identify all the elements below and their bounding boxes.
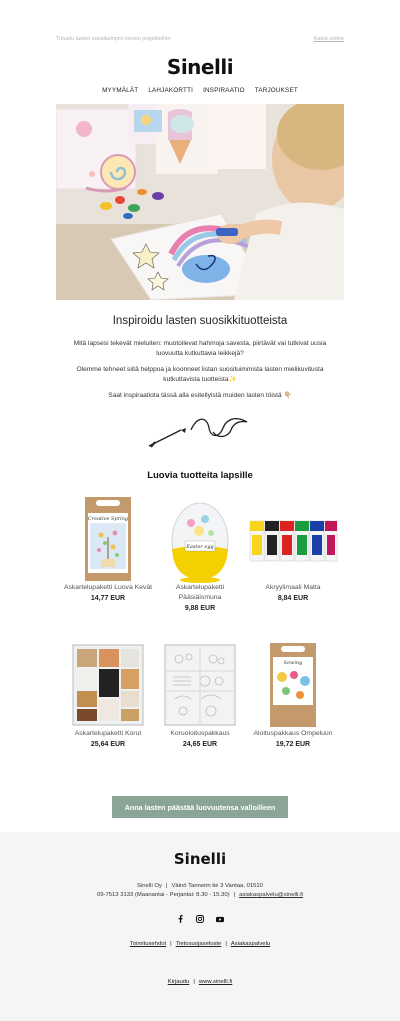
product-name[interactable]: Aloituspakkaus Ompeluun [253,730,333,737]
company-address: Väinö Tannerin tie 3 Vantaa, 01510 [171,883,263,889]
box-label: Creative Spring [87,516,129,522]
product-name[interactable]: Askartelupaketti Luova Kevät [63,584,153,591]
product-card[interactable] [248,495,338,602]
intro-paragraph-1: Mitä lapsesi tekevät mieluiten: muotoilevat hahmoja savesta, piirtävät vai tutkivat uusia luovuutta kutkuttavia leikkejä? [73,340,327,357]
product-price: 24,65 EUR [182,741,218,748]
main-nav [0,87,400,94]
nav-item-giftcard[interactable]: LAHJAKORTTI [148,87,194,94]
product-card[interactable] [155,641,245,748]
product-price: 9,88 EUR [184,605,216,612]
product-card[interactable] [248,641,338,748]
footer-logo[interactable]: Sinelli [173,850,227,868]
nav-item-stores[interactable]: MYYMÄLÄT [102,87,139,94]
product-price: 19,72 EUR [275,741,311,748]
company-phone: 09-7513 3133 (Maanantai - Perjantai: 8.30 - 15.30) [96,892,230,898]
nav-item-inspiration[interactable]: INSPIRAATIO [203,87,245,94]
brand-logo[interactable]: Sinelli [166,55,234,79]
footer-address: Sinelli Oy | Väinö Tannerin tie 3 Vantaa, 01510 09-7513 3133 (Maanantai - Perjantai: 8.30 - 15.30) | asiakaspalvelu@sinelli.fi [96,883,304,898]
box-label: Easter egg [186,544,214,550]
product-name[interactable]: Askartelupaketti Pääsiäismuna [175,584,225,601]
intro-heading: Inspiroidu lasten suosikkituotteista [112,315,288,327]
product-name[interactable]: Askartelupaketti Korut [74,730,142,737]
instagram-icon[interactable] [196,915,204,923]
products-heading: Luovia tuotteita lapsille [147,470,253,481]
product-image[interactable] [248,495,338,583]
product-name[interactable]: Akryylimaali Matta [265,584,321,591]
product-image[interactable] [155,495,245,583]
product-image[interactable] [63,641,153,729]
product-price: 14,77 EUR [90,595,126,602]
footer-bottom-links: Kirjaudu | www.sinelli.fi [167,979,233,985]
footer-link-support[interactable]: Asiakaspalvelu [230,941,271,947]
view-online-link[interactable]: Katso online [313,36,344,42]
preheader-text: Tutustu lasten suosituimpiin luoviin projekteihin [56,36,171,42]
intro-paragraph-2: Olemme tehneet siitä helppoa ja koonneet listan suosituimmista lasten mielikuvitusta kutkuttavista tuotteista✨ [76,366,324,383]
social-links [0,915,400,923]
unsubscribe-link[interactable]: Kirjaudu [167,979,190,985]
box-label: Sewing [283,660,303,666]
product-image[interactable] [63,495,153,583]
company-name: Sinelli Oy [137,883,162,889]
cta-button[interactable]: Anna lasten päästää luovuutensa valloilleen [112,796,288,818]
hero-image[interactable] [56,104,344,300]
product-image[interactable] [155,641,245,729]
footer-links: Toimitusehdot | Tietosuojaseloste | Asiakaspalvelu [129,941,271,947]
nav-item-offers[interactable]: TARJOUKSET [254,87,298,94]
product-name[interactable]: Koruoloituspakkaus [170,730,230,737]
facebook-icon[interactable] [176,915,184,923]
brush-divider-icon [145,412,255,454]
website-link[interactable]: www.sinelli.fi [198,979,233,985]
intro-paragraph-3: Saat inspiraatiota tässä alla esitellyistä muiden lasten töistä 👇🏼 [108,392,292,399]
product-card[interactable] [63,641,153,748]
product-price: 25,64 EUR [90,741,126,748]
footer-link-terms[interactable]: Toimitusehdot [129,941,167,947]
email-link[interactable]: asiakaspalvelu@sinelli.fi [239,892,304,898]
product-price: 8,84 EUR [277,595,309,602]
product-card[interactable] [155,495,245,612]
footer [0,832,400,1021]
preheader-bar [56,36,344,48]
footer-link-privacy[interactable]: Tietosuojaseloste [175,941,222,947]
product-card[interactable] [63,495,153,602]
product-image[interactable] [248,641,338,729]
youtube-icon[interactable] [216,915,224,923]
